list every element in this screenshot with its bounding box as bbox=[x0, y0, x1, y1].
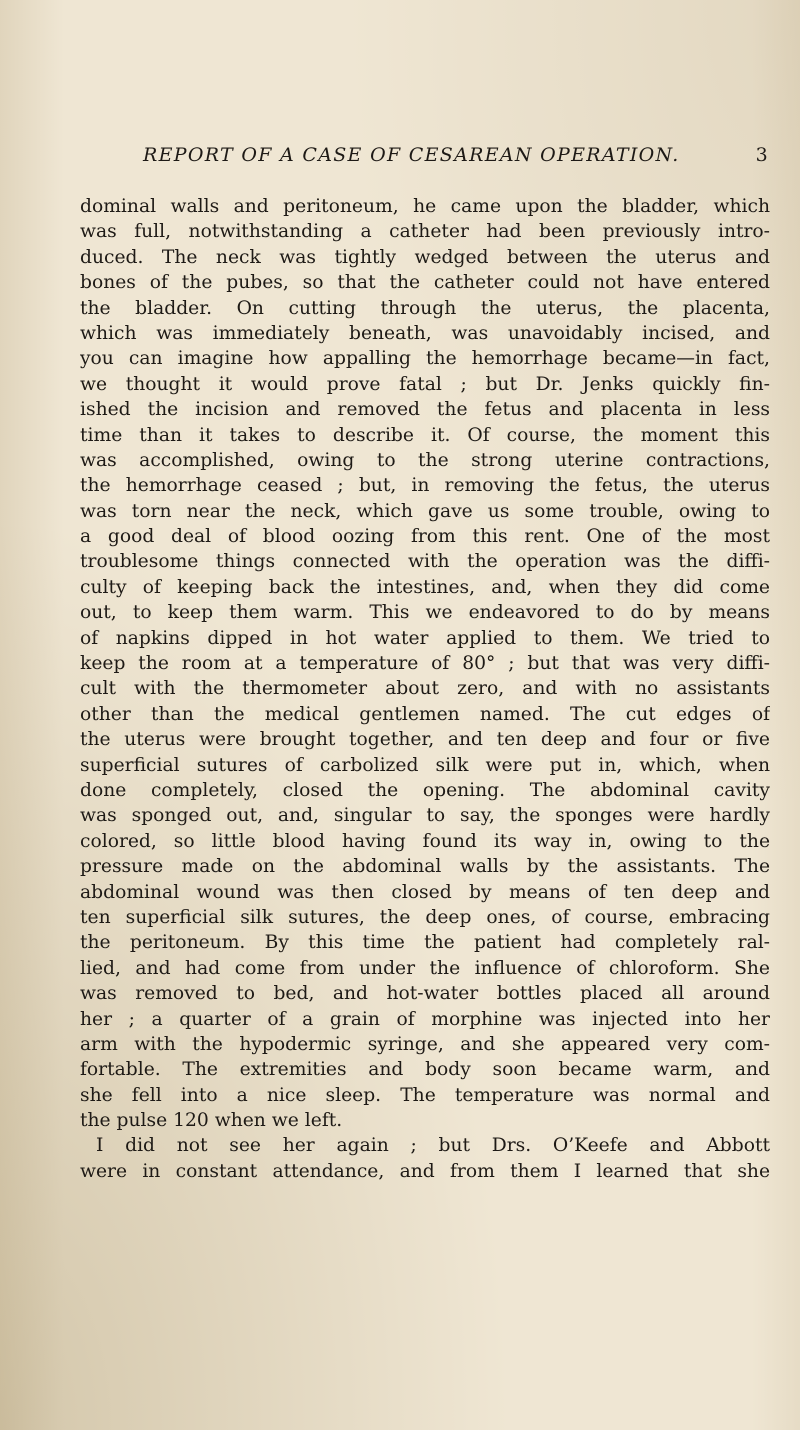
text-line: ten superficial silk sutures, the deep ones, of course, embracing bbox=[80, 906, 770, 928]
text-line: you can imagine how appalling the hemorrhage became—in fact, bbox=[80, 348, 770, 370]
text-line: other than the medical gentlemen named. The cut edges of bbox=[80, 703, 770, 725]
text-line: was torn near the neck, which gave us some trouble, owing to bbox=[80, 500, 770, 522]
text-line: were in constant attendance, and from them I learned that she bbox=[80, 1160, 770, 1182]
text-line: time than it takes to describe it. Of course, the moment this bbox=[80, 424, 770, 446]
text-line: fortable. The extremities and body soon became warm, and bbox=[80, 1059, 770, 1081]
text-line: she fell into a nice sleep. The temperature was normal and bbox=[80, 1084, 770, 1106]
text-line: was sponged out, and, singular to say, the sponges were hardly bbox=[80, 805, 770, 827]
text-line: culty of keeping back the intestines, and, when they did come bbox=[80, 576, 770, 598]
text-line: pressure made on the abdominal walls by the assistants. The bbox=[80, 856, 770, 878]
text-line: which was immediately beneath, was unavoidably incised, and bbox=[80, 322, 770, 344]
running-title: REPORT OF A CASE OF CESAREAN OPERATION. bbox=[143, 144, 680, 166]
text-line: ished the incision and removed the fetus and placenta in less bbox=[80, 399, 770, 421]
text-line: duced. The neck was tightly wedged between the uterus and bbox=[80, 246, 770, 268]
text-line: cult with the thermometer about zero, and with no assistants bbox=[80, 678, 770, 700]
text-line: troublesome things connected with the operation was the diffi- bbox=[80, 551, 770, 573]
text-line: we thought it would prove fatal ; but Dr. Jenks quickly fin- bbox=[80, 373, 770, 395]
text-line: the hemorrhage ceased ; but, in removing the fetus, the uterus bbox=[80, 475, 770, 497]
text-line: was full, notwithstanding a catheter had been previously intro- bbox=[80, 221, 770, 243]
running-head bbox=[143, 143, 773, 167]
text-line: of napkins dipped in hot water applied to them. We tried to bbox=[80, 627, 770, 649]
text-line: a good deal of blood oozing from this rent. One of the most bbox=[80, 526, 770, 548]
text-line: superficial sutures of carbolized silk were put in, which, when bbox=[80, 754, 770, 776]
text-line: keep the room at a temperature of 80° ; but that was very diffi- bbox=[80, 653, 770, 675]
text-line: was accomplished, owing to the strong uterine contractions, bbox=[80, 449, 770, 471]
text-line: the peritoneum. By this time the patient had completely ral- bbox=[80, 932, 770, 954]
text-line: out, to keep them warm. This we endeavored to do by means bbox=[80, 602, 770, 624]
page-number: 3 bbox=[755, 144, 769, 166]
text-line: colored, so little blood having found its way in, owing to the bbox=[80, 830, 770, 852]
text-line: the bladder. On cutting through the uterus, the placenta, bbox=[80, 297, 770, 319]
text-line: her ; a quarter of a grain of morphine was injected into her bbox=[80, 1008, 770, 1030]
text-line: arm with the hypodermic syringe, and she appeared very com- bbox=[80, 1033, 770, 1055]
text-line: dominal walls and peritoneum, he came upon the bladder, which bbox=[80, 196, 770, 217]
text-line: done completely, closed the opening. The abdominal cavity bbox=[80, 779, 770, 801]
text-line: the pulse 120 when we left. bbox=[80, 1110, 343, 1132]
text-line: bones of the pubes, so that the catheter could not have entered bbox=[80, 272, 770, 294]
text-line: the uterus were brought together, and ten deep and four or five bbox=[80, 729, 770, 751]
text-line: was removed to bed, and hot-water bottles placed all around bbox=[80, 983, 770, 1005]
text-line: I did not see her again ; but Drs. O’Keefe and Abbott bbox=[96, 1135, 770, 1157]
text-line: abdominal wound was then closed by means of ten deep and bbox=[80, 881, 770, 903]
body-text bbox=[80, 194, 770, 1184]
text-line: lied, and had come from under the influence of chloroform. She bbox=[80, 957, 770, 979]
